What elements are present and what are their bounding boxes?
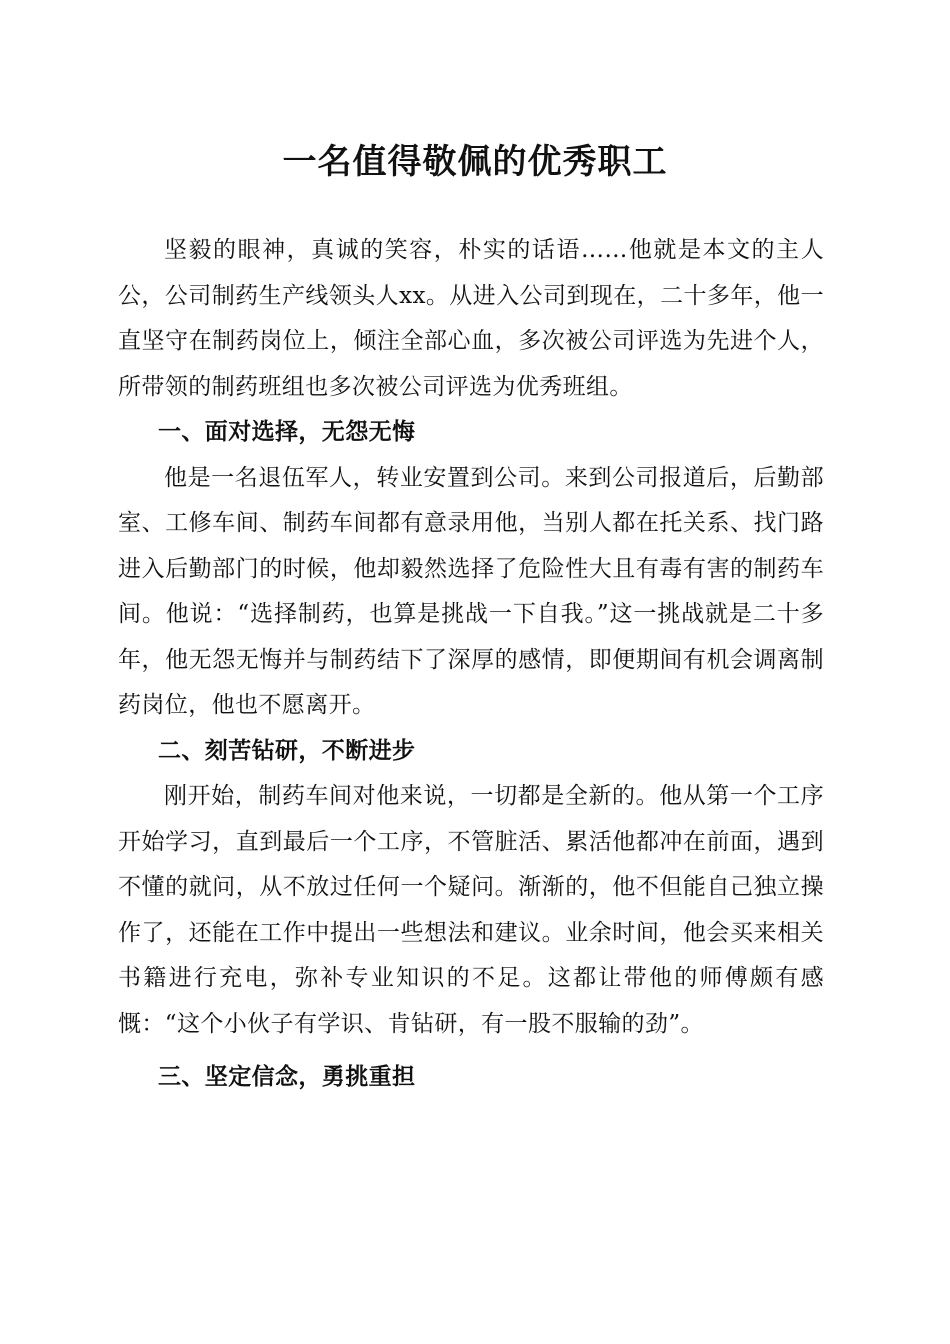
section-1-paragraph: 他是一名退伍军人，转业安置到公司。来到公司报道后，后勤部室、工修车间、制药车间都有意录用他，当别人都在托关系、找门路进入后勤部门的时候，他却毅然选择了危险性大且有毒有害的制药车间。他说：“选择制药，也算是挑战一下自我。”这一挑战就是二十多年，他无怨无悔并与制药结下了深厚的感情，即便期间有机会调离制药岗位，他也不愿离开。 [118,464,824,718]
section-3-heading: 三、坚定信念，勇挑重担 [158,1064,416,1090]
document-title: 一名值得敬佩的优秀职工 [282,142,668,182]
document-body [118,228,824,1101]
section-2-heading: 二、刻苦钻研，不断进步 [158,737,416,764]
section-2-paragraph: 刚开始，制药车间对他来说，一切都是全新的。他从第一个工序开始学习，直到最后一个工序，不管脏活、累活他都冲在前面，遇到不懂的就问，从不放过任何一个疑问。渐渐的，他不但能自己独立操作了，还能在工作中提出一些想法和建议。业余时间，他会买来相关书籍进行充电，弥补专业知识的不足。这都让带他的师傅颇有感慨：“这个小伙子有学识、肯钻研，有一股不服输的劲”。 [118,783,824,1037]
section-1-heading: 一、面对选择，无怨无悔 [158,419,416,445]
intro-paragraph: 坚毅的眼神，真诚的笑容，朴实的话语……他就是本文的主人公，公司制药生产线领头人xx。从进入公司到现在，二十多年，他一直坚守在制药岗位上，倾注全部心血，多次被公司评选为先进个人，所带领的制药班组也多次被公司评选为优秀班组。 [118,237,824,400]
